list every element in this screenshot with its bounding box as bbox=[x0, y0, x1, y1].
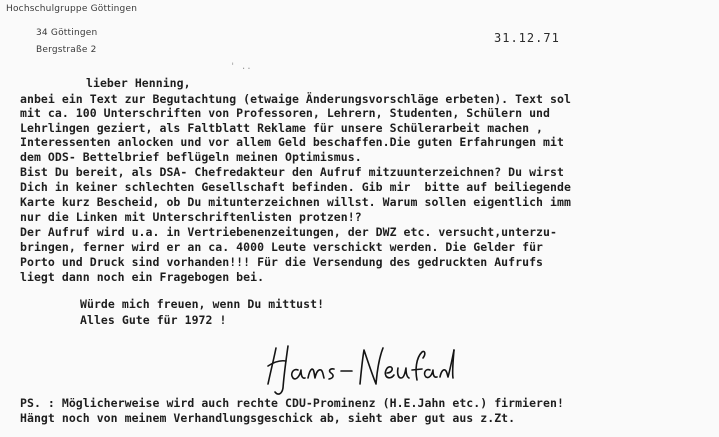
ps-line: PS. : Möglicherweise wird auch rechte CDU-Prominenz (H.E.Jahn etc.) firmieren! bbox=[20, 396, 564, 410]
body-line: bringen, ferner wird er an ca. 4000 Leute verschickt werden. Die Gelder für bbox=[20, 240, 544, 254]
letterhead-line-3: Bergstraße 2 bbox=[36, 45, 97, 55]
salutation: lieber Henning, bbox=[86, 76, 191, 90]
ps-line: Hängt noch von meinem Verhandlungsgeschick ab, sieht aber gut aus z.Zt. bbox=[20, 411, 516, 425]
body-line: Bist Du bereit, als DSA- Chefredakteur den Aufruf mitzuunterzeichnen? Du wirst bbox=[20, 165, 564, 179]
closing-line: Alles Gute für 1972 ! bbox=[80, 313, 227, 327]
body-line: anbei ein Text zur Begutachtung (etwaige Änderungsvorschläge erbeten). Text sol bbox=[20, 92, 571, 106]
letterhead-line-1: Hochschulgruppe Göttingen bbox=[6, 4, 138, 14]
body-line: Porto und Druck sind vorhanden!!! Für die Versendung des gedruckten Aufrufs bbox=[20, 255, 544, 269]
closing-line: Würde mich freuen, wenn Du mittust! bbox=[80, 297, 325, 311]
body-line: Dich in keiner schlechten Gesellschaft befinden. Gib mir bitte auf beiliegende bbox=[20, 180, 571, 194]
body-line: nur die Linken mit Unterschriftenlisten protzen!? bbox=[20, 210, 362, 224]
body-line: mit ca. 100 Unterschriften von Professoren, Lehrern, Studenten, Schülern und bbox=[20, 106, 550, 120]
letter-date: 31.12.71 bbox=[494, 31, 560, 45]
body-line: liegt dann noch ein Fragebogen bei. bbox=[20, 270, 265, 284]
body-line: Karte kurz Bescheid, ob Du mitunterzeichnen willst. Warum sollen eigentlich imm bbox=[20, 195, 571, 209]
faint-marks: ' .. bbox=[230, 62, 252, 72]
handwritten-signature bbox=[262, 340, 462, 400]
letterhead-line-2: 34 Göttingen bbox=[36, 28, 98, 38]
body-line: Interessenten anlocken und vor allem Geld beschaffen.Die guten Erfahrungen mit bbox=[20, 135, 564, 149]
body-line: Der Aufruf wird u.a. in Vertriebenenzeitungen, der DWZ etc. versucht,unterzu- bbox=[20, 225, 557, 239]
body-line: Lehrlingen geziert, als Faltblatt Reklame für unsere Schülerarbeit machen , bbox=[20, 121, 544, 135]
body-line: dem ODS- Bettelbrief beflügeln meinen Optimismus. bbox=[20, 150, 362, 164]
